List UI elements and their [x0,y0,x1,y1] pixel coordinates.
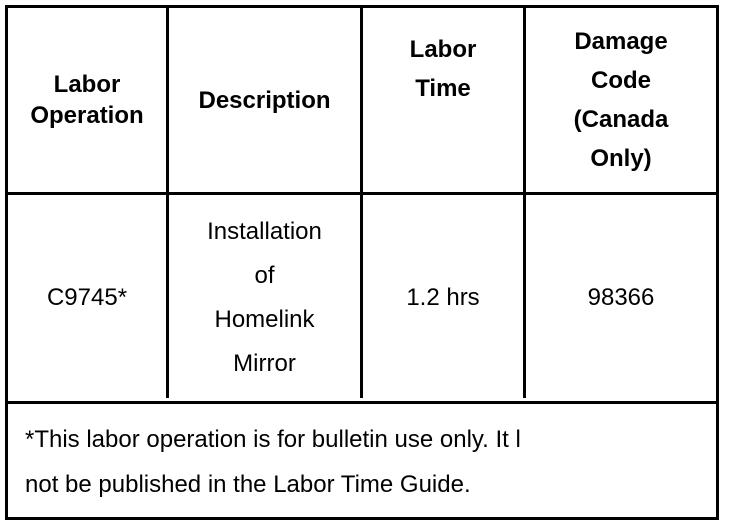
footnote-line: *This labor operation is for bulletin use only. It l [25,426,521,453]
header-row [8,8,716,195]
table-row [8,195,716,404]
header-damage-code: Damage Code (Canada Only) [573,28,669,172]
cell-labor-operation: C9745* [46,284,128,311]
header-description: Description [198,86,331,114]
footnote-line: not be published in the Labor Time Guide. [25,471,471,498]
labor-operation-table [5,5,719,520]
cell-damage-code: 98366 [587,284,655,311]
header-labor-time: Labor Time [409,36,477,102]
footnote [25,417,705,507]
cell-description: Installation of Homelink Mirror [207,218,322,377]
header-labor-operation: Labor Operation [30,71,144,129]
cell-labor-time: 1.2 hrs [406,284,480,311]
